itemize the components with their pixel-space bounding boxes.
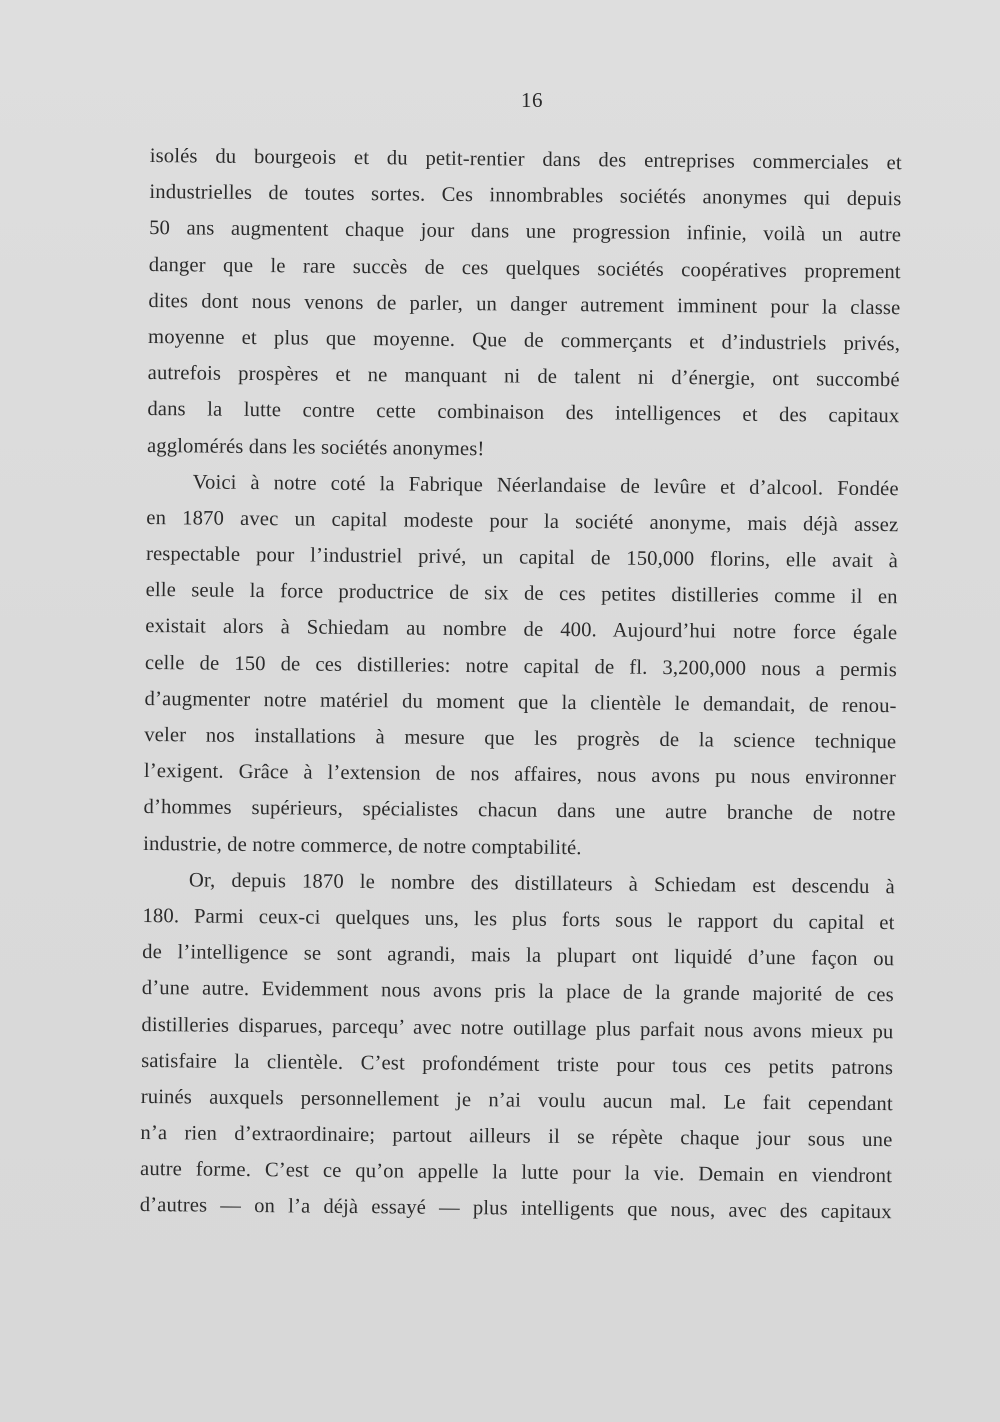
text-line: autrefois prospères et ne manquant ni de talent ni d’énergie, ont succombé [147,362,900,392]
text-line: en 1870 avec un capital modeste pour la société anonyme, mais déjà assez [146,506,899,537]
text-line: 180. Parmi ceux-ci quelques uns, les plus forts sous le rapport du capital et [142,904,895,935]
text-line: agglomérés dans les sociétés anonymes! [146,434,485,460]
text-line: dites dont nous venons de parler, un danger autrement imminent pour la classe [148,289,901,319]
text-line: respectable pour l’industriel privé, un capital de 150,000 florins, elle avait à [145,543,899,573]
text-line: elle seule la force productrice de six de ces petites distilleries comme il en [145,579,898,609]
text-line: moyenne et plus que moyenne. Que de commerçants et d’industriels privés, [147,325,901,356]
text-line: de l’intelligence se sont agrandi, mais la plupart ont liquidé d’une façon ou [142,941,895,971]
text-line: Voici à notre coté la Fabrique Néerlandaise de levûre et d’alcool. Fondée [192,471,899,500]
text-line: Or, depuis 1870 le nombre des distillateurs à Schiedam est descendu à [188,869,895,898]
text-line: celle de 150 de ces distilleries: notre capital de fl. 3,200,000 nous a permis [144,651,898,681]
text-line: satisfaire la clientèle. C’est profondément triste pour tous ces petits patrons [141,1049,894,1079]
body-text [140,138,902,1231]
text-line: d’autres — on l’a déjà essayé — plus intelligents que nous, avec des capitaux [139,1194,892,1224]
text-line: distilleries disparues, parcequ’ avec notre outillage plus parfait nous avons mieux pu [141,1013,894,1043]
text-line: industrie, de notre commerce, de notre comptabilité. [143,832,582,859]
text-line: d’augmenter notre matériel du moment que la clientèle le demandait, de renou- [144,687,897,718]
text-line: autre forme. C’est ce qu’on appelle la lutte pour la vie. Demain en viendront [139,1158,893,1188]
text-line: veler nos installations à mesure que les progrès de la science technique [144,723,897,754]
text-line: l’exigent. Grâce à l’extension de nos affaires, nous avons pu nous environner [143,760,896,790]
text-line: d’hommes supérieurs, spécialistes chacun dans une autre branche de notre [143,796,896,826]
text-line: isolés du bourgeois et du petit-rentier dans des entreprises commerciales et [149,144,902,175]
text-line: ruinés auxquels personnellement je n’ai voulu aucun mal. Le fait cependant [140,1085,893,1116]
page-number: 16 [521,88,543,112]
text-line: industrielles de toutes sortes. Ces innombrables sociétés anonymes qui depuis [149,181,902,211]
text-line: d’une autre. Evidemment nous avons pris la place de la grande majorité de ces [141,977,894,1007]
text-line: danger que le rare succès de ces quelques sociétés coopératives proprement [148,253,901,283]
text-line: existait alors à Schiedam au nombre de 400. Aujourd’hui notre force égale [145,615,898,645]
text-line: n’a rien d’extraordinaire; partout ailleurs il se répète chaque jour sous une [140,1122,893,1152]
text-line: 50 ans augmentent chaque jour dans une progression infinie, voilà un autre [149,217,902,247]
text-line: dans la lutte contre cette combinaison des intelligences et des capitaux [147,398,900,428]
